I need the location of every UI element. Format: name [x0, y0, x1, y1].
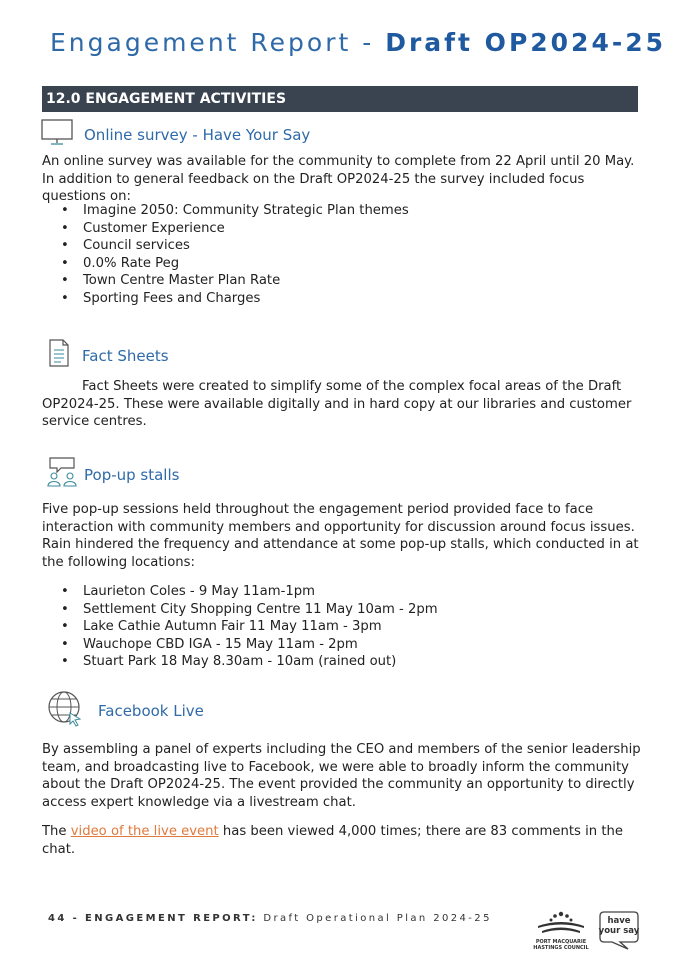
council-logo-mark: [528, 908, 594, 934]
facebook-views: [42, 823, 647, 858]
facebook-heading-label: Facebook Live: [98, 701, 204, 720]
badge-line1: have: [607, 916, 631, 926]
list-item: • Customer Experience: [42, 220, 409, 238]
popup-heading: [46, 455, 179, 494]
survey-topics-list: [42, 202, 409, 307]
have-your-say-badge: [598, 910, 640, 950]
list-item: • Laurieton Coles - 9 May 11am-1pm: [42, 583, 438, 601]
fact-sheets-heading-label: Fact Sheets: [82, 346, 169, 365]
views-suffix: has been viewed 4,000 times; there are 83 comments in the chat.: [42, 824, 623, 857]
have-your-say-text: [598, 916, 640, 936]
footer-report-title: Draft Operational Plan 2024-25: [257, 913, 492, 924]
list-item: • Imagine 2050: Community Strategic Plan themes: [42, 202, 409, 220]
list-item: • Council services: [42, 237, 409, 255]
document-icon: [46, 338, 72, 373]
survey-heading: [40, 118, 310, 151]
title-bold: Draft OP2024-25: [385, 28, 667, 57]
list-item: • Lake Cathie Autumn Fair 11 May 11am - 3pm: [42, 618, 438, 636]
logo-text-line2: HASTINGS COUNCIL: [533, 945, 589, 951]
badge-line2: your say: [598, 926, 640, 936]
monitor-icon: [40, 118, 74, 151]
popup-locations-list: [42, 583, 438, 671]
section-header-bar: [42, 86, 638, 112]
globe-cursor-icon: [46, 689, 84, 732]
footer-separator: -: [66, 913, 86, 924]
list-item: • 0.0% Rate Peg: [42, 255, 409, 273]
fact-sheets-heading: [46, 338, 169, 373]
fact-sheets-text: Fact Sheets were created to simplify some of the complex focal areas of the Draft OP2024-25. These were available digitally and in hard copy at our libraries and customer service centres.: [42, 379, 632, 429]
popup-heading-label: Pop-up stalls: [84, 465, 180, 484]
page-footer: [48, 913, 492, 924]
views-prefix: The: [42, 824, 71, 839]
council-logo: [528, 908, 594, 951]
survey-intro: An online survey was available for the community to complete from 22 April until 20 May. In addition to general feedback on the Draft OP2024-25 the survey included focus questions on:: [42, 154, 635, 204]
facebook-heading: [46, 689, 204, 732]
section-title: 12.0 ENGAGEMENT ACTIVITIES: [46, 91, 287, 107]
footer-report-label: ENGAGEMENT REPORT:: [85, 913, 258, 924]
list-item: • Town Centre Master Plan Rate: [42, 272, 409, 290]
page-title: [50, 28, 666, 57]
list-item: • Stuart Park 18 May 8.30am - 10am (rained out): [42, 653, 438, 671]
list-item: • Settlement City Shopping Centre 11 May 10am - 2pm: [42, 601, 438, 619]
list-item: • Sporting Fees and Charges: [42, 290, 409, 308]
live-event-video-link[interactable]: video of the live event: [70, 824, 219, 839]
page-number: 44: [48, 913, 67, 924]
facebook-text: By assembling a panel of experts including the CEO and members of the senior leadership team, and broadcasting live to Facebook, we were able to broadly inform the community about the Draft OP2024-25. The event provided the community an opportunity to directly access expert knowledge via a livestream chat.: [42, 742, 641, 810]
title-prefix: Engagement Report -: [50, 28, 386, 57]
people-chat-icon: [46, 455, 78, 494]
popup-intro: Five pop-up sessions held throughout the engagement period provided face to face interaction with community members and opportunity for discussion around focus issues. Rain hindered the frequency and attendance at some pop-up stalls, which conducted in at the following locations:: [42, 502, 639, 570]
list-item: • Wauchope CBD IGA - 15 May 11am - 2pm: [42, 636, 438, 654]
logo-text-line1: PORT MACQUARIE: [535, 939, 587, 945]
survey-heading-label: Online survey - Have Your Say: [84, 125, 311, 144]
